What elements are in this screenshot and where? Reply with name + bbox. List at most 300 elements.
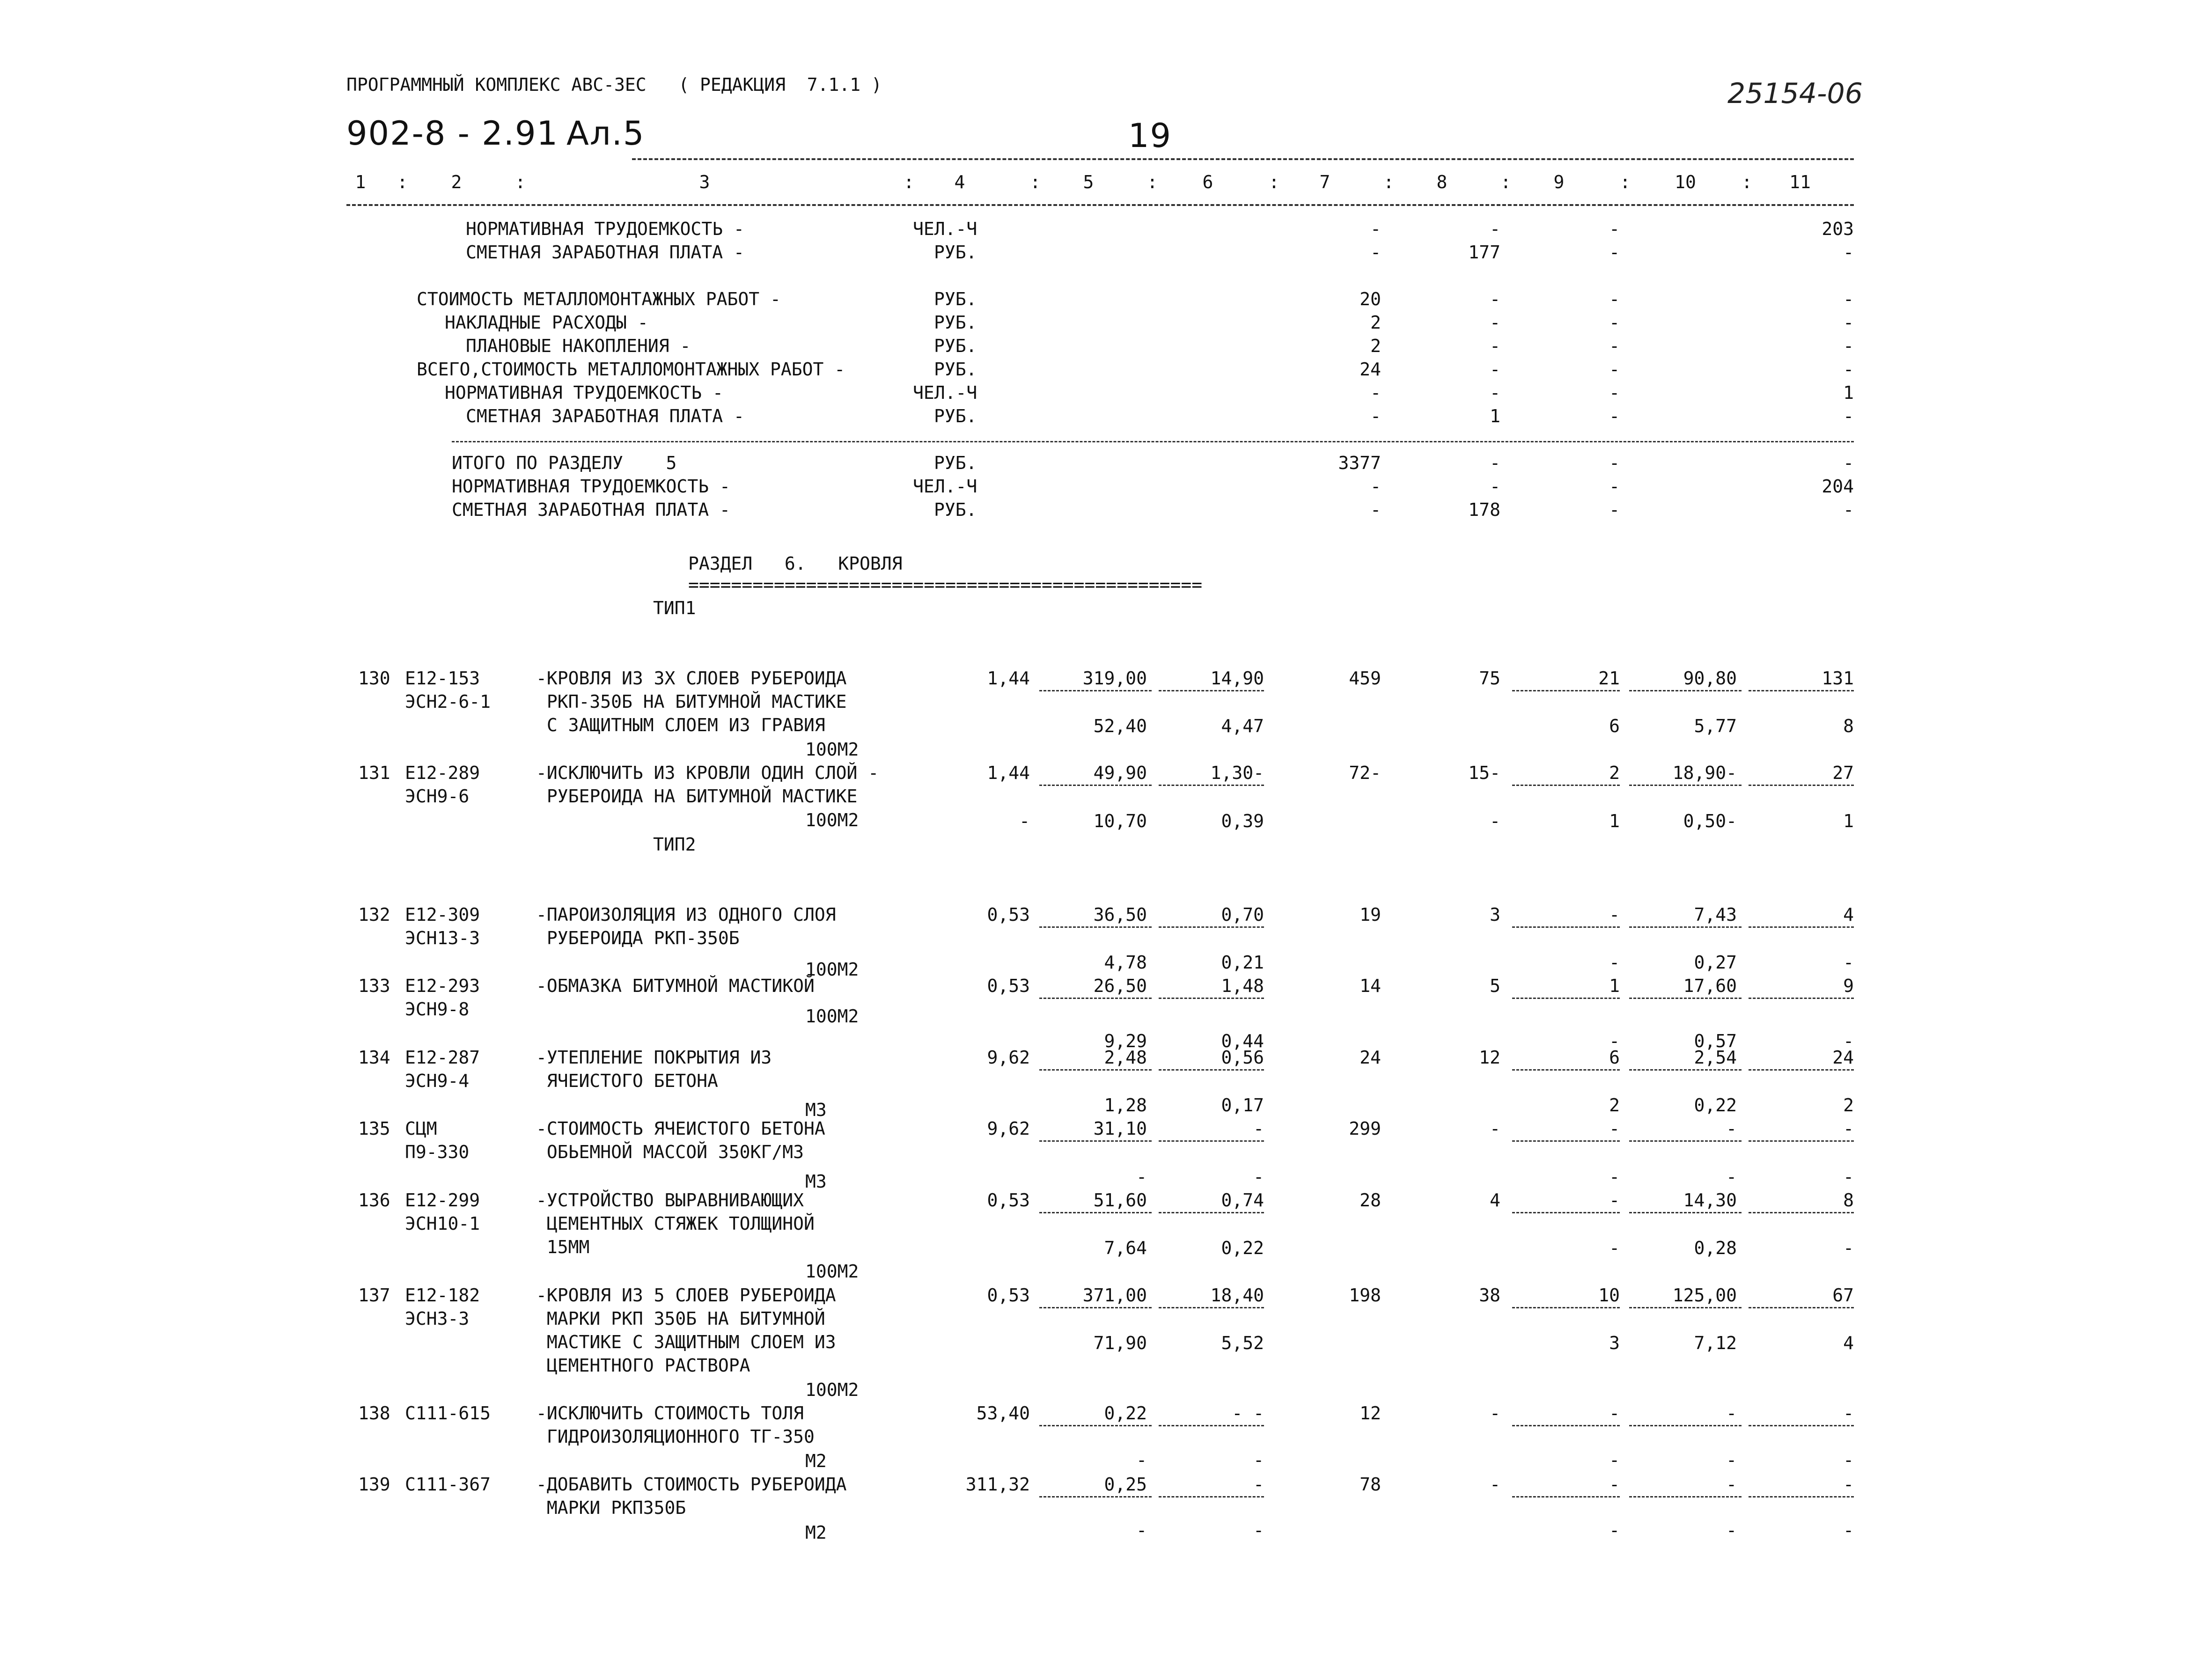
subtotal-rule [1629,1496,1742,1498]
subtotal-rule [1159,1069,1264,1071]
summary-col7: - [1370,476,1381,497]
summary-col8: 1 [1490,406,1500,426]
item-sub-col5: - [1136,1167,1147,1187]
summary-col9: - [1609,406,1620,426]
item-description: -УТЕПЛЕНИЕ ПОКРЫТИЯ ИЗ [536,1047,772,1068]
summary-col11: - [1843,406,1854,426]
item-sub-col10: 7,12 [1694,1333,1737,1353]
item-col10: 2,54 [1694,1047,1737,1068]
item-code: Е12-287 [405,1047,480,1068]
subtotal-rule [1749,1140,1854,1142]
item-col9: 2 [1609,763,1620,783]
program-title: ПРОГРАММНЫЙ КОМПЛЕКС АВС-3ЕС ( РЕДАКЦИЯ 7.1.1 ) [346,74,882,95]
summary-col7: 24 [1360,359,1381,380]
summary-unit: ЧЕЛ.-Ч [913,219,977,239]
item-col11: 9 [1843,976,1854,996]
item-col4: 0,53 [987,976,1030,996]
item-col10: - [1726,1403,1737,1424]
subtotal-rule [1039,785,1152,786]
subtotal-rule [1629,1425,1742,1426]
item-col6: - [1253,1118,1264,1139]
item-col4: 9,62 [987,1047,1030,1068]
item-col11: - [1843,1474,1854,1495]
item-col11: 4 [1843,904,1854,925]
item-sub-col11: 2 [1843,1095,1854,1116]
item-sub-col8: - [1490,811,1500,831]
item-col8: - [1490,1403,1500,1424]
subtotal-rule [1039,1140,1152,1142]
item-col8: 4 [1490,1190,1500,1211]
type2-label: ТИП2 [653,834,696,855]
item-col8: 5 [1490,976,1500,996]
item-unit: 100М2 [805,810,859,830]
subtotal-rule [1749,1069,1854,1071]
item-description: ОБЬЕМНОЙ МАССОЙ 350КГ/М3 [536,1142,804,1162]
subtotal-rule [1629,1212,1742,1213]
item-sub-col11: - [1843,1450,1854,1470]
item-sub-col5: - [1136,1450,1147,1470]
item-sub-col6: 4,47 [1221,716,1264,736]
column-separator: : [397,172,408,192]
subtotal-rule [1159,1425,1264,1426]
item-unit: М3 [805,1100,827,1120]
doc-code: 902-8 - 2.91 [346,114,559,153]
item-col7: 12 [1360,1403,1381,1424]
header-bottom-rule [346,204,1854,206]
column-number: 6 [1202,172,1213,192]
item-col9: - [1609,904,1620,925]
summary-col11: - [1843,359,1854,380]
item-col11: 67 [1832,1285,1854,1306]
item-col9: - [1609,1403,1620,1424]
item-unit: 100М2 [805,739,859,760]
item-sub-col5: 10,70 [1093,811,1147,831]
summary-col8: 177 [1468,242,1500,263]
item-sub-col10: 0,27 [1694,952,1737,973]
column-separator: : [1620,172,1631,192]
summary-col11: - [1843,312,1854,333]
summary-col7: 2 [1370,336,1381,356]
item-sub-col5: 7,64 [1104,1238,1147,1258]
item-description: С ЗАЩИТНЫМ СЛОЕМ ИЗ ГРАВИЯ [536,715,825,735]
subtotal-rule [1749,785,1854,786]
item-col5: 49,90 [1093,763,1147,783]
item-col7: 198 [1349,1285,1381,1306]
item-code: СЦМ [405,1118,437,1139]
item-sub-col9: - [1609,1520,1620,1541]
item-col9: - [1609,1118,1620,1139]
column-number: 5 [1083,172,1094,192]
item-code-secondary: ЭСН9-4 [405,1071,470,1091]
subtotal-rule [1629,926,1742,928]
item-number: 134 [358,1047,390,1068]
item-col10: 18,90- [1672,763,1737,783]
item-col7: 72- [1349,763,1381,783]
subtotal-rule [1512,785,1620,786]
column-number: 8 [1436,172,1448,192]
item-col6: 18,40 [1210,1285,1264,1306]
item-col9: 1 [1609,976,1620,996]
item-col5: 0,22 [1104,1403,1147,1424]
item-number: 139 [358,1474,390,1495]
item-description: ЦЕМЕНТНОГО РАСТВОРА [536,1355,750,1376]
item-description: -ИСКЛЮЧИТЬ ИЗ КРОВЛИ ОДИН СЛОЙ - [536,763,879,783]
item-col4: 311,32 [965,1474,1030,1495]
item-unit: 100М2 [805,1380,859,1400]
type1-label: ТИП1 [653,598,696,618]
summary-col8: - [1490,219,1500,239]
subtotal-rule [1749,1496,1854,1498]
subtotal-rule [1159,785,1264,786]
item-sub-col6: 0,17 [1221,1095,1264,1116]
item-number: 133 [358,976,390,996]
summary-label: ПЛАНОВЫЕ НАКОПЛЕНИЯ - [466,336,691,356]
item-sub-col5: 1,28 [1104,1095,1147,1116]
item-col11: 24 [1832,1047,1854,1068]
item-description: -КРОВЛЯ ИЗ 5 СЛОЕВ РУБЕРОИДА [536,1285,836,1306]
item-col8: 75 [1479,668,1500,689]
summary-col8: - [1490,289,1500,309]
item-col6: 0,56 [1221,1047,1264,1068]
item-sub-col11: - [1843,1238,1854,1258]
item-col4: 0,53 [987,904,1030,925]
item-sub-col6: - [1253,1520,1264,1541]
subtotal-rule [1512,1425,1620,1426]
item-unit: 100М2 [805,1006,859,1027]
item-col7: 78 [1360,1474,1381,1495]
item-unit: М2 [805,1451,827,1471]
summary-unit: ЧЕЛ.-Ч [913,476,977,497]
item-description: МАСТИКЕ С ЗАЩИТНЫМ СЛОЕМ ИЗ [536,1332,836,1352]
item-sub-col9: - [1609,1450,1620,1470]
item-code-secondary: ЭСН13-3 [405,928,480,948]
column-number: 10 [1675,172,1696,192]
item-code-secondary: ЭСН9-8 [405,999,470,1020]
subtotal-rule [1159,1496,1264,1498]
item-col6: 1,48 [1221,976,1264,996]
summary-unit: РУБ. [934,289,977,309]
item-col4: 0,53 [987,1285,1030,1306]
subtotal-rule [1512,1140,1620,1142]
item-number: 137 [358,1285,390,1306]
column-number: 3 [699,172,710,192]
summary-col7: - [1370,499,1381,520]
item-col10: - [1726,1474,1737,1495]
item-col11: - [1843,1118,1854,1139]
summary-unit: РУБ. [934,406,977,426]
item-col6: 0,74 [1221,1190,1264,1211]
item-col7: 14 [1360,976,1381,996]
subtotal-rule [1039,1496,1152,1498]
item-sub-col9: - [1609,1167,1620,1187]
item-sub-col9: - [1609,1031,1620,1051]
item-unit: М3 [805,1171,827,1192]
item-code: Е12-299 [405,1190,480,1211]
item-col10: 90,80 [1683,668,1737,689]
item-col7: 299 [1349,1118,1381,1139]
item-sub-col11: - [1843,1031,1854,1051]
column-separator: : [1147,172,1158,192]
summary-col11: - [1843,336,1854,356]
item-col11: 131 [1822,668,1854,689]
item-sub-col10: 0,57 [1694,1031,1737,1051]
summary-col11: 1 [1843,382,1854,403]
item-description: -КРОВЛЯ ИЗ 3Х СЛОЕВ РУБЕРОИДА [536,668,847,689]
summary-unit: РУБ. [934,336,977,356]
item-col7: 24 [1360,1047,1381,1068]
item-code: С111-615 [405,1403,491,1424]
column-number: 7 [1319,172,1330,192]
subtotal-rule [1039,998,1152,999]
summary-col7: 20 [1360,289,1381,309]
item-sub-col6: 5,52 [1221,1333,1264,1353]
item-col8: - [1490,1474,1500,1495]
item-col11: 8 [1843,1190,1854,1211]
item-col5: 36,50 [1093,904,1147,925]
column-separator: : [1500,172,1511,192]
item-code: С111-367 [405,1474,491,1495]
item-number: 132 [358,904,390,925]
item-code-secondary: ЭСН3-3 [405,1308,470,1329]
item-sub-col6: 0,21 [1221,952,1264,973]
summary-col9: - [1609,453,1620,473]
subtotal-rule [1039,1425,1152,1426]
subtotal-rule [1629,1069,1742,1071]
item-number: 135 [358,1118,390,1139]
item-col8: 15- [1468,763,1500,783]
subtotal-rule [1749,690,1854,691]
item-sub-col10: 0,22 [1694,1095,1737,1116]
item-col7: 459 [1349,668,1381,689]
item-col10: - [1726,1118,1737,1139]
summary-label: ВСЕГО,СТОИМОСТЬ МЕТАЛЛОМОНТАЖНЫХ РАБОТ - [417,359,845,380]
summary-col7: 3377 [1338,453,1381,473]
summary-col8: - [1490,359,1500,380]
item-code: Е12-309 [405,904,480,925]
item-sub-col9: - [1609,1238,1620,1258]
summary-label: НОРМАТИВНАЯ ТРУДОЕМКОСТЬ - [445,382,723,403]
item-sub-col11: - [1843,952,1854,973]
subtotal-rule [1749,1425,1854,1426]
item-col8: 12 [1479,1047,1500,1068]
item-col10: 17,60 [1683,976,1737,996]
summary-col9: - [1609,499,1620,520]
item-col6: 14,90 [1210,668,1264,689]
item-col5: 0,25 [1104,1474,1147,1495]
item-sub-col11: 1 [1843,811,1854,831]
item-number: 131 [358,763,390,783]
item-sub-col5: 4,78 [1104,952,1147,973]
item-unit: 100М2 [805,959,859,980]
item-description: ЦЕМЕНТНЫХ СТЯЖЕК ТОЛЩИНОЙ [536,1213,815,1234]
item-unit: М2 [805,1522,827,1543]
subtotal-rule [1629,690,1742,691]
summary-unit: РУБ. [934,312,977,333]
summary-col9: - [1609,476,1620,497]
header-top-rule [632,158,1854,160]
item-code-secondary: ЭСН10-1 [405,1213,480,1234]
item-number: 130 [358,668,390,689]
item-description: -ДОБАВИТЬ СТОИМОСТЬ РУБЕРОИДА [536,1474,847,1495]
item-col6: 1,30- [1210,763,1264,783]
item-description: -СТОИМОСТЬ ЯЧЕИСТОГО БЕТОНА [536,1118,825,1139]
subtotal-rule [1512,1069,1620,1071]
subtotal-rule [1159,690,1264,691]
subtotal-rule [1749,926,1854,928]
section-underline: ================================================ [688,574,1203,595]
item-sub-col11: - [1843,1520,1854,1541]
item-sub-col9: 1 [1609,811,1620,831]
subtotal-rule [1512,1212,1620,1213]
item-description: МАРКИ РКП350Б [536,1498,686,1518]
item-code: Е12-182 [405,1285,480,1306]
subtotal-rule [1629,785,1742,786]
item-col7: 19 [1360,904,1381,925]
subtotal-rule [1629,1140,1742,1142]
item-col5: 319,00 [1082,668,1147,689]
item-description: РУБЕРОИДА НА БИТУМНОЙ МАСТИКЕ [536,786,858,807]
summary-unit: РУБ. [934,359,977,380]
item-description: ГИДРОИЗОЛЯЦИОННОГО ТГ-350 [536,1426,815,1447]
summary-col11: - [1843,242,1854,263]
item-col5: 51,60 [1093,1190,1147,1211]
item-description: -ИСКЛЮЧИТЬ СТОИМОСТЬ ТОЛЯ [536,1403,804,1424]
item-unit: 100М2 [805,1261,859,1282]
item-sub-col6: 0,22 [1221,1238,1264,1258]
item-code: Е12-293 [405,976,480,996]
item-col4: 1,44 [987,668,1030,689]
item-sub-col5: 9,29 [1104,1031,1147,1051]
item-description: -ПАРОИЗОЛЯЦИЯ ИЗ ОДНОГО СЛОЯ [536,904,836,925]
item-col11: - [1843,1403,1854,1424]
summary-label: СМЕТНАЯ ЗАРАБОТНАЯ ПЛАТА - [466,242,744,263]
subtotal-rule [1512,926,1620,928]
summary-unit: РУБ. [934,499,977,520]
item-col7: 28 [1360,1190,1381,1211]
summary-label: НОРМАТИВНАЯ ТРУДОЕМКОСТЬ - [452,476,730,497]
item-description: -УСТРОЙСТВО ВЫРАВНИВАЮЩИХ [536,1190,804,1211]
summary-label: СМЕТНАЯ ЗАРАБОТНАЯ ПЛАТА - [452,499,730,520]
item-col6: - - [1232,1403,1264,1424]
subtotal-rule [1159,926,1264,928]
page-number: 19 [1128,117,1172,155]
summary-col9: - [1609,359,1620,380]
summary-label: СМЕТНАЯ ЗАРАБОТНАЯ ПЛАТА - [466,406,744,426]
item-col6: - [1253,1474,1264,1495]
section-total-rule [452,441,1854,442]
subtotal-rule [1159,1307,1264,1308]
item-sub-col11: 4 [1843,1333,1854,1353]
item-code: Е12-289 [405,763,480,783]
item-code: Е12-153 [405,668,480,689]
item-sub-col5: 52,40 [1093,716,1147,736]
item-code-secondary: ЭСН9-6 [405,786,470,807]
item-description: 15ММ [536,1237,590,1257]
item-col8: 3 [1490,904,1500,925]
item-description: МАРКИ РКП 350Б НА БИТУМНОЙ [536,1308,825,1329]
item-col5: 2,48 [1104,1047,1147,1068]
summary-label: НАКЛАДНЫЕ РАСХОДЫ - [445,312,648,333]
item-col10: 7,43 [1694,904,1737,925]
item-sub-col10: - [1726,1520,1737,1541]
item-sub-col6: 0,44 [1221,1031,1264,1051]
album-label: Ал.5 [566,114,645,153]
item-sub-col11: 8 [1843,716,1854,736]
subtotal-rule [1039,1307,1152,1308]
item-col9: - [1609,1474,1620,1495]
item-col5: 31,10 [1093,1118,1147,1139]
item-code-secondary: ЭСН2-6-1 [405,691,491,712]
summary-col9: - [1609,382,1620,403]
item-col8: 38 [1479,1285,1500,1306]
column-number: 1 [355,172,366,192]
summary-col11: - [1843,453,1854,473]
item-sub-col5: - [1136,1520,1147,1541]
item-col9: 6 [1609,1047,1620,1068]
item-sub-col9: 2 [1609,1095,1620,1116]
item-code-secondary: П9-330 [405,1142,470,1162]
item-col6: 0,70 [1221,904,1264,925]
summary-col7: - [1370,242,1381,263]
summary-col9: - [1609,336,1620,356]
item-col10: 125,00 [1672,1285,1737,1306]
item-sub-col11: - [1843,1167,1854,1187]
subtotal-rule [1512,1496,1620,1498]
column-separator: : [904,172,914,192]
column-number: 2 [451,172,462,192]
column-separator: : [1742,172,1752,192]
item-sub-col6: 0,39 [1221,811,1264,831]
item-sub-col10: 0,28 [1694,1238,1737,1258]
item-col4: 9,62 [987,1118,1030,1139]
summary-col7: - [1370,219,1381,239]
item-number: 136 [358,1190,390,1211]
summary-label: ИТОГО ПО РАЗДЕЛУ 5 [452,453,677,473]
summary-col9: - [1609,312,1620,333]
item-sub-col6: - [1253,1167,1264,1187]
item-sub-col10: - [1726,1167,1737,1187]
summary-col9: - [1609,242,1620,263]
summary-unit: РУБ. [934,453,977,473]
column-separator: : [1383,172,1394,192]
item-description: РУБЕРОИДА РКП-350Б [536,928,740,948]
item-col4: 53,40 [976,1403,1030,1424]
summary-col7: 2 [1370,312,1381,333]
subtotal-rule [1629,1307,1742,1308]
item-col5: 371,00 [1082,1285,1147,1306]
item-col4: 1,44 [987,763,1030,783]
summary-col8: - [1490,336,1500,356]
item-sub-col10: 5,77 [1694,716,1737,736]
summary-col7: - [1370,382,1381,403]
item-col9: 10 [1598,1285,1620,1306]
item-sub-col5: 71,90 [1093,1333,1147,1353]
item-sub-col9: 6 [1609,716,1620,736]
item-sub-col10: - [1726,1450,1737,1470]
summary-unit: РУБ. [934,242,977,263]
item-sub-col4: - [1019,811,1030,831]
item-col5: 26,50 [1093,976,1147,996]
summary-col8: 178 [1468,499,1500,520]
summary-col11: 203 [1822,219,1854,239]
subtotal-rule [1039,1212,1152,1213]
summary-col7: - [1370,406,1381,426]
subtotal-rule [1512,1307,1620,1308]
summary-unit: ЧЕЛ.-Ч [913,382,977,403]
item-sub-col10: 0,50- [1683,811,1737,831]
subtotal-rule [1749,1307,1854,1308]
handwritten-stamp: 25154-06 [1727,77,1863,110]
